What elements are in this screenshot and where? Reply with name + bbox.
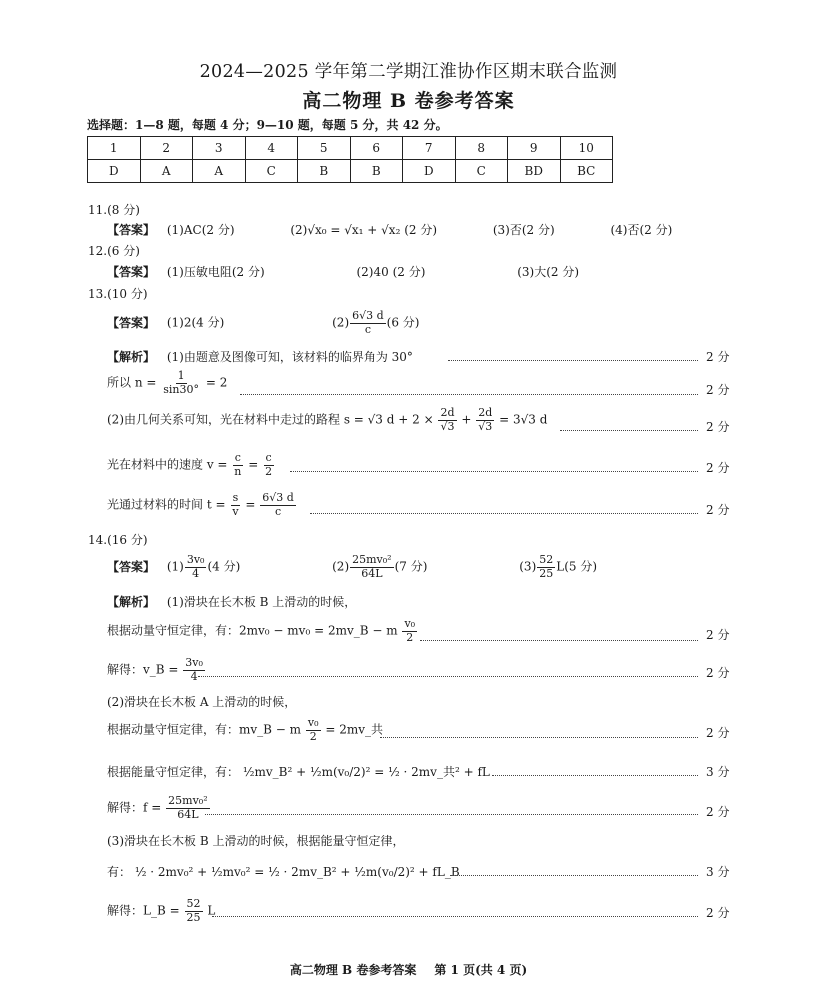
q14-analysis-line-10: 解得：L_B = $\frac{52}{25}$ L (107, 897, 216, 924)
dot-leader (560, 430, 698, 431)
fraction: $\frac{\text{3v₀}}{4}$ (185, 656, 203, 683)
fraction: $\frac{2d}{√3}$ (478, 406, 493, 433)
q14-analysis-line-3: 解得：v_B = $\frac{\text{3v₀}}{4}$ (107, 656, 203, 683)
q14-number: 14.(16 分) (88, 533, 148, 547)
q13-analysis-line-4: 光在材料中的速度 v = $\frac{c}{n}$ = $\frac{c}{2}$ (107, 451, 273, 478)
score: 2 分 (706, 461, 730, 475)
dot-leader (448, 360, 698, 361)
q13-part-2-suffix: (6 分) (386, 315, 420, 330)
answer-label: 【答案】 (107, 265, 156, 279)
q13-analysis-line-3: (2)由几何关系可知，光在材料中走过的路程 s = √3 d + 2 × $\frac{2d}{√3}$ + $\frac{2d}{√3}$ = 3√3 d (107, 406, 548, 433)
table-cell: 1 (88, 137, 141, 160)
q13-part-1: (1)2(4 分) (166, 315, 225, 330)
q13-part-2-prefix: (2) (332, 315, 350, 330)
table-cell: 7 (403, 137, 456, 160)
table-cell: B (298, 160, 351, 183)
q11-number: 11.(8 分) (88, 203, 140, 217)
table-cell: C (245, 160, 298, 183)
q11-part-1: (1)AC(2 分) (166, 223, 235, 237)
q14-answer-line: 【答案】 (1) $\frac{\text{3v₀}}{4}$ (4 分) (2) $\frac{\text{25mv₀²}}{64L}$ (7 分) (3) $\frac{52}{25}$ L(5 分) (107, 553, 598, 580)
dot-leader (380, 737, 698, 738)
table-cell: 8 (455, 137, 508, 160)
q13-analysis-line-2: 所以 n = $\frac{1}{\sin 30^\circ}$ = 2 (107, 369, 228, 396)
q12-answer-line (107, 263, 579, 280)
fraction: $\frac{2d}{√3}$ (440, 406, 455, 433)
table-cell: A (140, 160, 193, 183)
analysis-label: 【解析】 (107, 350, 156, 364)
answer-row (88, 160, 613, 183)
fraction: $\frac{52}{25}$ (539, 553, 554, 580)
score: 2 分 (706, 383, 730, 397)
q11-part-3: (3)否(2 分) (492, 223, 555, 237)
q11-part-4: (4)否(2 分) (610, 223, 673, 237)
fraction: $\frac{6√3 d}{c}$ (352, 309, 384, 336)
page-footer (0, 961, 817, 978)
q11-part-2: (2)√x₀ = √x₁ + √x₂ (2 分) (290, 223, 438, 237)
table-cell: 10 (560, 137, 613, 160)
q14-analysis-line-7: 解得：f = $\frac{\text{25mv₀²}}{64L}$ (107, 794, 208, 821)
q14-analysis-line-8: (3)滑块在长木板 B 上滑动的时候，根据能量守恒定律， (107, 834, 405, 848)
q12-part-3: (3)大(2 分) (517, 265, 580, 279)
exam-title: 2024—2025 学年第二学期江淮协作区期末联合监测 (199, 62, 618, 82)
table-cell: 4 (245, 137, 298, 160)
table-cell: BC (560, 160, 613, 183)
fraction: $\frac{c}{2}$ (265, 451, 273, 478)
footer-title: 高二物理 B 卷参考答案 (289, 963, 417, 977)
score: 3 分 (706, 765, 730, 779)
choice-section-header: 选择题：1—8 题，每题 4 分；9—10 题，每题 5 分，共 42 分。 (87, 118, 448, 132)
table-cell: 2 (140, 137, 193, 160)
q14-analysis-line-6: 根据能量守恒定律，有： ½mv_B² + ½m(v₀/2)² = ½ · 2mv_共² + fL (107, 765, 490, 779)
page-number: 第 1 页(共 4 页) (434, 963, 528, 977)
fraction: $\frac{52}{25}$ (186, 897, 201, 924)
analysis-label: 【解析】 (107, 595, 156, 609)
q14-analysis-line-1: 【解析】 (1)滑块在长木板 B 上滑动的时候， (107, 595, 357, 609)
q12-part-1: (1)压敏电阻(2 分) (166, 265, 265, 279)
dot-leader (492, 775, 698, 776)
dot-leader (450, 875, 698, 876)
q14-analysis-line-4: (2)滑块在长木板 A 上滑动的时候， (107, 695, 297, 709)
table-cell: 3 (193, 137, 246, 160)
dot-leader (290, 471, 698, 472)
score: 2 分 (706, 420, 730, 434)
score: 2 分 (706, 906, 730, 920)
fraction: $\frac{1}{\sin 30^\circ}$ (163, 369, 199, 396)
q13-analysis-line-1: 【解析】 (1)由题意及图像可知，该材料的临界角为 30° (107, 350, 413, 364)
answer-label: 【答案】 (107, 315, 156, 330)
dot-leader (420, 640, 698, 641)
q14-analysis-line-9: 有： ½ · 2mv₀² + ½mv₀² = ½ · 2mv_B² + ½m(v₀/2)² + fL_B (107, 865, 460, 879)
q12-number: 12.(6 分) (88, 244, 140, 258)
score: 2 分 (706, 503, 730, 517)
table-cell: D (403, 160, 456, 183)
question-number-row (88, 137, 613, 160)
dot-leader (205, 814, 698, 815)
dot-leader (212, 916, 698, 917)
fraction: $\frac{\text{3v₀}}{4}$ (186, 553, 205, 580)
q14-analysis-line-2: 根据动量守恒定律，有：2mv₀ − mv₀ = 2mv_B − m $\frac{\text{v₀}}{2}$ (107, 617, 416, 644)
table-cell: D (88, 160, 141, 183)
score: 2 分 (706, 666, 730, 680)
dot-leader (310, 513, 698, 514)
score: 2 分 (706, 726, 730, 740)
choice-answer-table (87, 136, 613, 183)
score: 3 分 (706, 865, 730, 879)
table-cell: BD (508, 160, 561, 183)
answer-label: 【答案】 (107, 559, 156, 574)
fraction: $\frac{\text{v₀}}{2}$ (307, 716, 319, 743)
table-cell: A (193, 160, 246, 183)
dot-leader (198, 676, 698, 677)
score: 2 分 (706, 350, 730, 364)
table-cell: 5 (298, 137, 351, 160)
q13-number: 13.(10 分) (88, 287, 148, 301)
dot-leader (240, 394, 698, 395)
q11-answer-line (107, 221, 672, 238)
answer-key-subtitle: 高二物理 B 卷参考答案 (302, 90, 515, 112)
fraction: $\frac{6√3 d}{c}$ (262, 491, 294, 518)
table-cell: B (350, 160, 403, 183)
fraction: $\frac{\text{v₀}}{2}$ (404, 617, 416, 644)
q13-answer-line (107, 310, 420, 336)
table-cell: 6 (350, 137, 403, 160)
score: 2 分 (706, 628, 730, 642)
q12-part-2: (2)40 (2 分) (356, 265, 426, 279)
table-cell: 9 (508, 137, 561, 160)
fraction: $\frac{\text{25mv₀²}}{64L}$ (352, 553, 392, 580)
fraction: $\frac{c}{n}$ (234, 451, 242, 478)
fraction: $\frac{\text{25mv₀²}}{64L}$ (168, 794, 208, 821)
q14-analysis-line-5: 根据动量守恒定律，有：mv_B − m $\frac{\text{v₀}}{2}$ = 2mv_共 (107, 716, 383, 743)
fraction: $\frac{s}{v}$ (232, 491, 239, 518)
answer-label: 【答案】 (107, 223, 156, 237)
table-cell: C (455, 160, 508, 183)
q13-analysis-line-5: 光通过材料的时间 t = $\frac{s}{v}$ = $\frac{6√3 d}{c}$ (107, 491, 294, 518)
score: 2 分 (706, 805, 730, 819)
